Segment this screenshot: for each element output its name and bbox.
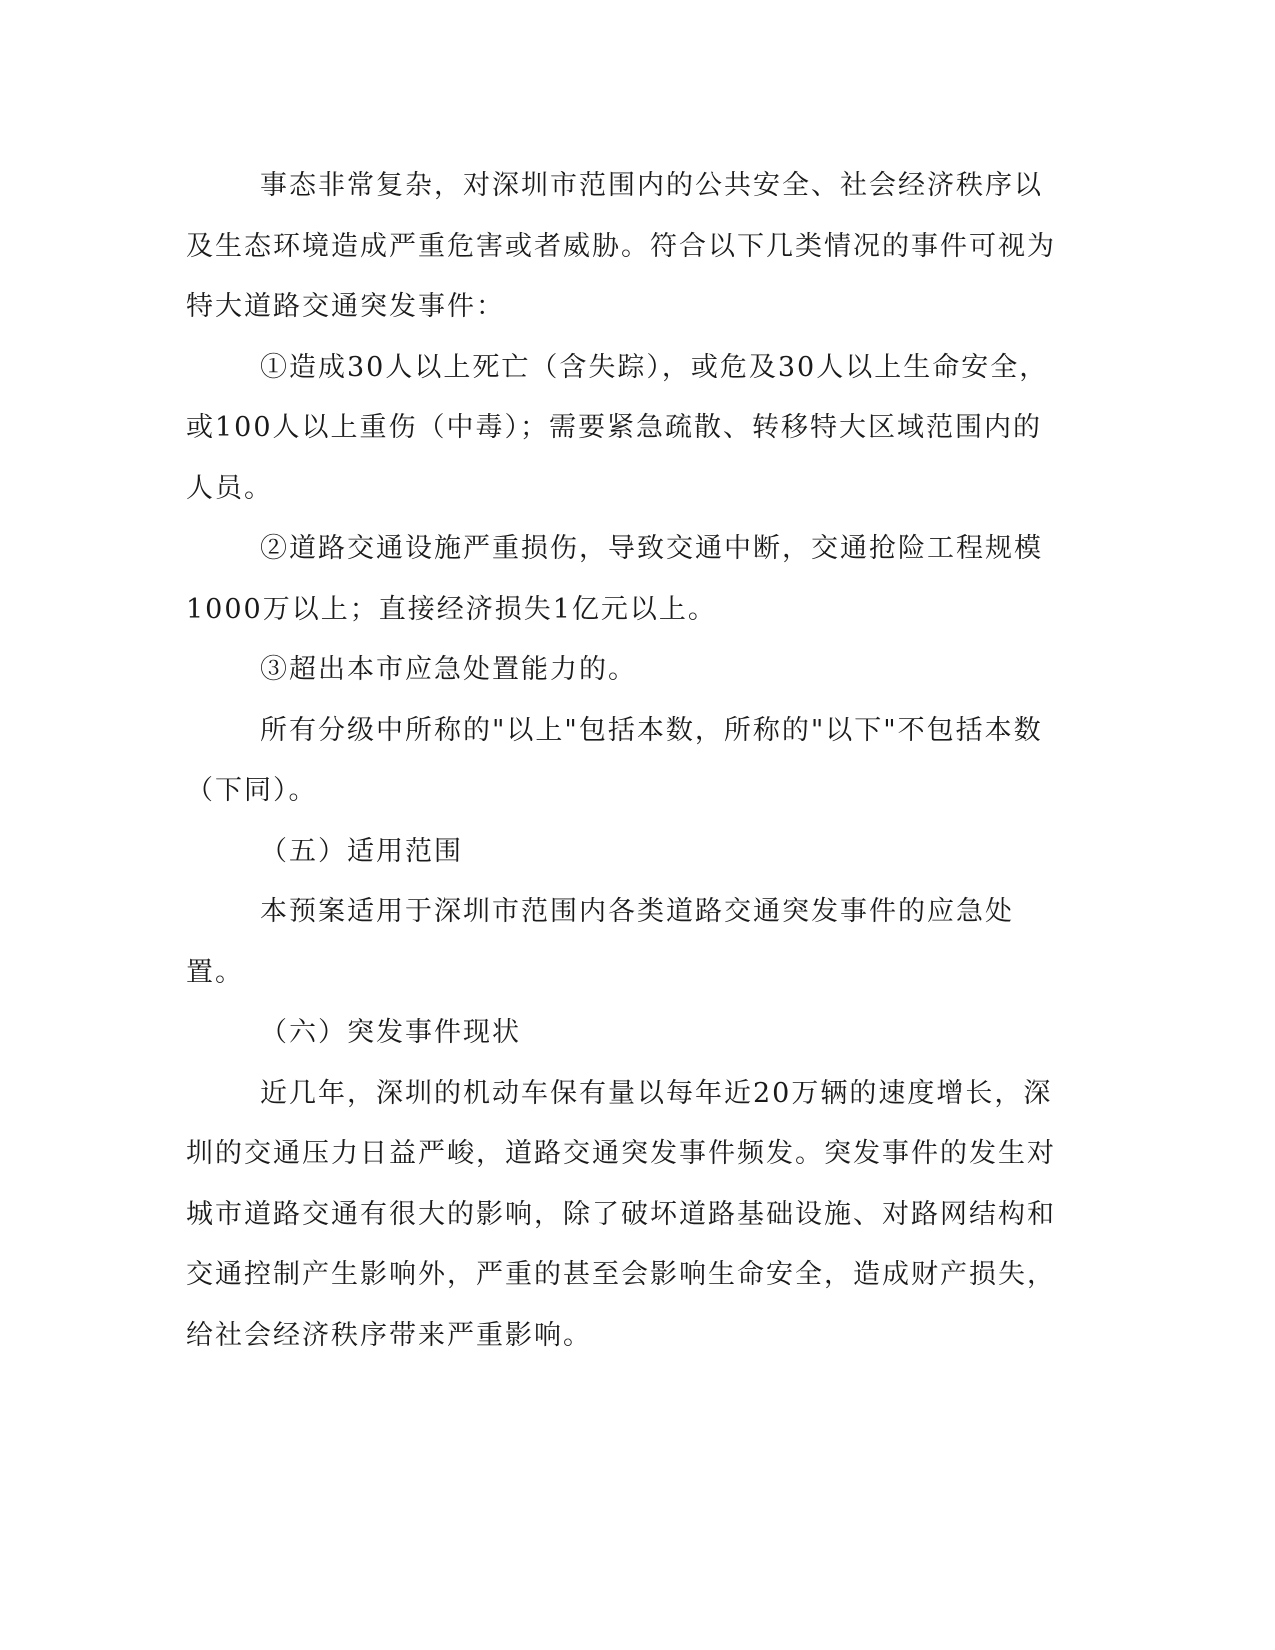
- paragraph-special-incident-definition: 事态非常复杂，对深圳市范围内的公共安全、社会经济秩序以及生态环境造成严重危害或者威胁。符合以下几类情况的事件可视为特大道路交通突发事件：: [186, 170, 1056, 322]
- paragraph-current-status: 近几年，深圳的机动车保有量以每年近20万辆的速度增长，深圳的交通压力日益严峻，道路交通突发事件频发。突发事件的发生对城市道路交通有很大的影响，除了破坏道路基础设施、对路网结构和交通控制产生影响外，严重的甚至会影响生命安全，造成财产损失，给社会经济秩序带来严重影响。: [186, 1077, 1056, 1351]
- paragraph-criterion-3: ③超出本市应急处置能力的。: [260, 654, 637, 685]
- paragraph-criterion-2: ②道路交通设施严重损伤，导致交通中断，交通抢险工程规模1000万以上；直接经济损失1亿元以上。: [186, 533, 1043, 625]
- section-heading-scope: （五）适用范围: [260, 835, 463, 867]
- paragraph-scope: 本预案适用于深圳市范围内各类道路交通突发事件的应急处置。: [186, 896, 1014, 988]
- paragraph-criterion-1: ①造成30人以上死亡（含失踪），或危及30人以上生命安全，或100人以上重伤（中毒）；需要紧急疏散、转移特大区域范围内的人员。: [186, 351, 1049, 504]
- document-body: [186, 156, 1056, 1366]
- paragraph-grading-note: 所有分级中所称的"以上"包括本数，所称的"以下"不包括本数（下同）。: [186, 714, 1043, 806]
- section-heading-current-status: （六）突发事件现状: [260, 1017, 521, 1048]
